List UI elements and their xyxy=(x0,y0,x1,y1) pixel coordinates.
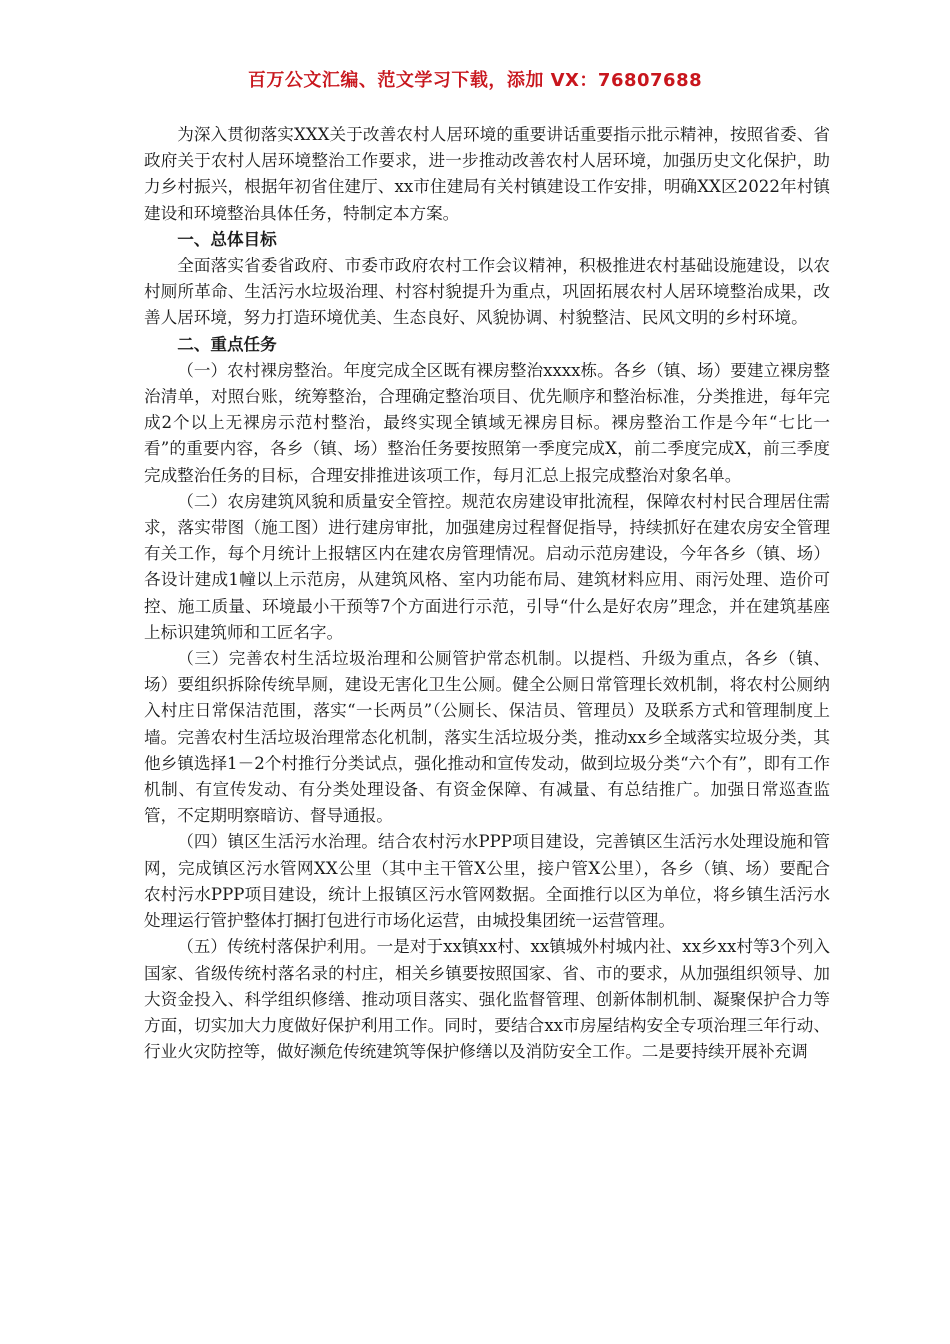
task-paragraph-sewage: （四）镇区生活污水治理。结合农村污水PPP项目建设，完善镇区生活污水处理设施和管网，完成镇区污水管网XX公里（其中主干管X公里，接户管X公里），各乡（镇、场）要配合农村污水PPP项目建设，统计上报镇区污水管网数据。全面推行以区为单位，将乡镇生活污水处理运行管护整体打捆打包进行市场化运营，由城投集团统一运营管理。 xyxy=(144,832,830,931)
watermark-banner: 百万公文汇编、范文学习下载，添加 VX：76807688 xyxy=(247,70,703,91)
intro-paragraph: 为深入贯彻落实XXX关于改善农村人居环境的重要讲话重要指示批示精神，按照省委、省政府关于农村人居环境整治工作要求，进一步推动改善农村人居环境，加强历史文化保护，助力乡村振兴，根据年初省住建厅、xx市住建局有关村镇建设工作安排，明确XX区2022年村镇建设和环境整治具体任务，特制定本方案。 xyxy=(144,125,830,223)
task-paragraph-rural-housing: （二）农房建筑风貌和质量安全管控。规范农房建设审批流程，保障农村村民合理居住需求，落实带图（施工图）进行建房审批，加强建房过程督促指导，持续抓好在建农房安全管理有关工作，每个月统计上报辖区内在建农房管理情况。启动示范房建设，今年各乡（镇、场）各设计建成1幢以上示范房，从建筑风格、室内功能布局、建筑材料应用、雨污处理、造价可控、施工质量、环境最小干预等7个方面进行示范，引导“什么是好农房”理念，并在建筑基座上标识建筑师和工匠名字。 xyxy=(144,491,830,642)
task-paragraph-garbage-toilets: （三）完善农村生活垃圾治理和公厕管护常态机制。以提档、升级为重点，各乡（镇、场）要组织拆除传统旱厕，建设无害化卫生公厕。健全公厕日常管理长效机制，将农村公厕纳入村庄日常保洁范围，落实“一长两员”（公厕长、保洁员、管理员）及联系方式和管理制度上墙。完善农村生活垃圾治理常态化机制，落实生活垃圾分类，推动xx乡全域落实垃圾分类，其他乡镇选择1－2个村推行分类试点，强化推动和宣传发动，做到垃圾分类“六个有”，即有工作机制、有宣传发动、有分类处理设备、有资金保障、有减量、有总结推广。加强日常巡查监管，不定期明察暗访、督导通报。 xyxy=(144,649,830,826)
overall-goals-paragraph: 全面落实省委省政府、市委市政府农村工作会议精神，积极推进农村基础设施建设，以农村厕所革命、生活污水垃圾治理、村容村貌提升为重点，巩固拓展农村人居环境整治成果，改善人居环境，努力打造环境优美、生态良好、风貌协调、村貌整洁、民风文明的乡村环境。 xyxy=(144,256,830,328)
section-heading-overall-goals: 一、总体目标 xyxy=(177,229,277,249)
document-body xyxy=(144,122,830,1065)
task-paragraph-bare-houses: （一）农村裸房整治。年度完成全区既有裸房整治xxxx栋。各乡（镇、场）要建立裸房整治清单，对照台账，统筹整治，合理确定整治项目、优先顺序和整治标准，分类推进，每年完成2个以上无裸房示范村整治，最终实现全镇域无裸房目标。裸房整治工作是今年“七比一看”的重要内容，各乡（镇、场）整治任务要按照第一季度完成X，前二季度完成X，前三季度完成整治任务的目标，合理安排推进该项工作，每月汇总上报完成整治对象名单。 xyxy=(144,360,830,485)
task-paragraph-traditional-villages: （五）传统村落保护利用。一是对于xx镇xx村、xx镇城外村城内社、xx乡xx村等3个列入国家、省级传统村落名录的村庄，相关乡镇要按照国家、省、市的要求，从加强组织领导、加大资金投入、科学组织修缮、推动项目落实、强化监督管理、创新体制机制、凝聚保护合力等方面，切实加大力度做好保护利用工作。同时，要结合xx市房屋结构安全专项治理三年行动、行业火灾防控等，做好濒危传统建筑等保护修缮以及消防安全工作。二是要持续开展补充调 xyxy=(144,937,830,1062)
section-heading-key-tasks: 二、重点任务 xyxy=(177,334,277,354)
